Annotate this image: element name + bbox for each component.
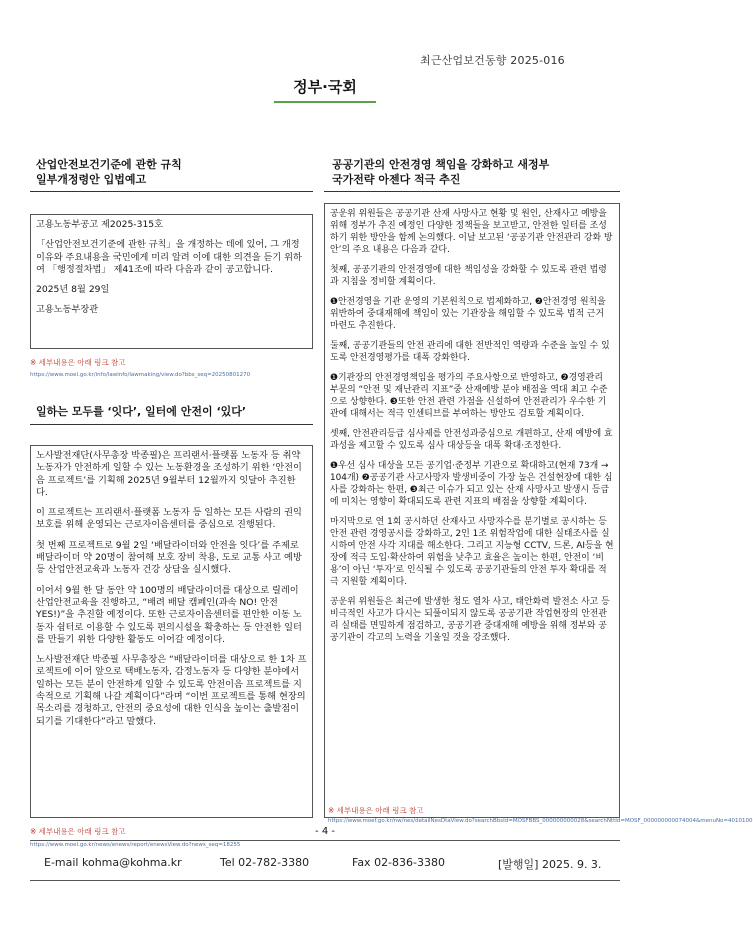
source-link[interactable]: https://www.moel.go.kr/news/enews/report/enewsView.do?news_seq=18255	[30, 842, 241, 848]
heading-rule	[324, 191, 620, 192]
paragraph: 셋째, 안전관리등급 심사제를 안전성과중심으로 개편하고, 산재 예방에 효과성을 제고할 수 있도록 심사 대상등을 대폭 확대·조정한다.	[330, 429, 613, 451]
paragraph: 마지막으로 연 1회 공시하던 산재사고 사망자수를 분기별로 공시하는 등 안전 관련 경영공시를 강화하고, 2인 1조 위험작업에 대한 실태조사를 실시하여 안전 사각 지대를 해소한다. 그리고 지능형 CCTV, 드론, AI등을 현장에 적극 도입·확산하여 위험을 낮추고 효율은 높이는 한편, 안전이 ‘비용’이 아닌 ‘투자’로 인식될 수 있도록 공공기관들의 안전 투자 확대를 적극 지원할 계획이다.	[330, 517, 614, 587]
source-link[interactable]: https://www.moel.go.kr/info/lawinfo/lawmaking/view.do?bbs_seq=20250801270	[30, 372, 251, 378]
article-title-safety-link: 일하는 모두를 ‘잇다’, 일터에 안전이 ‘있다’	[36, 405, 247, 418]
footer-fax: Fax 02-836-3380	[352, 856, 445, 869]
footer-email: E-mail kohma@kohma.kr	[44, 856, 182, 869]
article-title-line: 일부개정령안 입법예고	[36, 173, 147, 186]
paragraph: 첫 번째 프로젝트로 9월 2일 ‘배달라이더와 안전을 잇다’를 주제로 배달라이더 약 20명이 참여해 보호 장비 착용, 도로 교통 사고 예방 등 산업안전교육과 노동자 건강 상담을 실시했다.	[36, 539, 302, 576]
title-underline	[274, 101, 376, 103]
paragraph: ❶우선 심사 대상을 모든 공기업·준정부 기관으로 확대하고(현재 73개 → 104개) ❷공공기관 사고사망자 발생비중이 가장 높은 건설현장에 대한 심사를 강화하는 한편, ❸최근 이슈가 되고 있는 산재 사망사고 발생시 등급에 미치는 영향이 확대되도록 관련 지표의 배점을 상향할 계획이다.	[330, 461, 613, 507]
notice-body: 「산업안전보건기준에 관한 규칙」을 개정하는 데에 있어, 그 개정이유와 주요내용을 국민에게 미리 알려 이에 대한 의견을 듣기 위하여 「행정절차법」 제41조에 따라 다음과 같이 공고합니다.	[36, 239, 302, 275]
heading-rule	[30, 191, 313, 192]
document-number: 최근산업보건동향 2025-016	[420, 54, 565, 67]
footer-rule-bottom	[30, 880, 620, 881]
article-title-line: 산업안전보건기준에 관한 규칙	[36, 158, 182, 171]
page-number: - 4 -	[315, 826, 335, 837]
link-note: ※ 세부내용은 아래 링크 참고	[328, 806, 424, 815]
paragraph: ❶안전경영을 기관 운영의 기본원칙으로 법제화하고, ❷안전경영 원칙을 위반하여 중대재해에 책임이 있는 기관장을 해임할 수 있도록 법적 근거 마련도 추진한다.	[330, 297, 606, 331]
notice-number: 고용노동부공고 제2025-315호	[36, 219, 164, 230]
paragraph: ❶기관장의 안전경영책임을 평가의 주요사항으로 반영하고, ❷경영관리 부문의 “안전 및 재난관리 지표”중 산재예방 분야 배점을 역대 최고 수준으로 상향한다. ❸또한 안전 관련 가점을 신설하여 안전관리가 우수한 기관에 대해서는 적극 인센티브를 부여하는 방안도 검토할 계획이다.	[330, 373, 608, 419]
link-note: ※ 세부내용은 아래 링크 참고	[30, 827, 126, 836]
notice-issuer: 고용노동부장관	[36, 304, 99, 316]
paragraph: 첫째, 공공기관의 안전경영에 대한 책임성을 강화할 수 있도록 관련 법령과 지침을 정비할 계획이다.	[330, 265, 607, 287]
footer-rule-top	[30, 840, 620, 841]
article-box	[30, 445, 313, 818]
paragraph: 이 프로젝트는 프리랜서·플랫폼 노동자 등 일하는 모든 사람의 권익 보호를 위해 운영되는 근로자이음센터를 중심으로 진행된다.	[36, 507, 302, 531]
paragraph: 공운위 위원들은 공공기관 산재 사망사고 현황 및 원인, 산재사고 예방을 위해 정부가 추진 예정인 다양한 정책들을 보고받고, 안전한 일터를 조성하기 위한 방안을 함께 논의했다. 이날 보고된 ‘공공기관 안전관리 강화 방안’의 주요 내용은 다음과 같다.	[330, 209, 613, 255]
article-title-public-safety	[332, 157, 622, 187]
paragraph: 이어서 9월 한 달 동안 약 100명의 배달라이더를 대상으로 릴레이 산업안전교육을 진행하고, “배려 배달 캠페인(과속 NO! 안전 YES!)”을 추진할 예정이다. 또한 근로자이음센터를 편안한 이동 노동자 쉼터로 이용할 수 있도록 편의시설을 확충하는 등 안전한 일터를 만들기 위한 다양한 활동도 이어갈 예정이다.	[36, 584, 302, 645]
paragraph: 노사발전재단(사무총장 박종필)은 프리랜서·플랫폼 노동자 등 취약 노동자가 안전하게 일할 수 있는 노동환경을 조성하기 위한 ‘안전이음 프로젝트’를 기획해 2025년 9월부터 12월까지 잇달아 추진한다.	[36, 450, 302, 498]
link-note: ※ 세부내용은 아래 링크 참고	[30, 358, 126, 367]
article-title-line: 국가전략 아젠다 적극 추진	[332, 173, 461, 186]
article-title-regulation	[36, 157, 306, 187]
paragraph: 노사발전재단 박종필 사무총장은 “배달라이더를 대상으로 한 1차 프로젝트에 이어 앞으로 택배노동자, 감정노동자 등 다양한 분야에서 일하는 모든 분이 안전하게 일할 수 있도록 안전이음 프로젝트를 지속적으로 기획해 나갈 계획이다”라며 “이번 프로젝트를 통해 현장의 목소리를 경청하고, 안전의 중요성에 대한 인식을 높이는 출발점이 되기를 기대한다”라고 말했다.	[36, 654, 307, 727]
notice-date: 2025년 8월 29일	[36, 284, 110, 296]
paragraph: 둘째, 공공기관들의 안전 관리에 대한 전반적인 역량과 수준을 높일 수 있도록 안전경영평가를 대폭 강화한다.	[330, 341, 610, 363]
article-title-line: 공공기관의 안전경영 책임을 강화하고 새정부	[332, 158, 550, 171]
paragraph: 공운위 위원들은 최근에 발생한 청도 열차 사고, 태안화력 발전소 사고 등 비극적인 사고가 다시는 되풀이되지 않도록 공공기관 작업현장의 안전관리 실태를 면밀하게 점검하고, 공공기관 중대재해 예방을 위해 정부와 공공기관이 각고의 노력을 기울일 것을 강조했다.	[330, 597, 610, 643]
section-title: 정부·국회	[293, 78, 357, 96]
article-box	[324, 203, 620, 818]
footer-issue-date: [발행일] 2025. 9. 3.	[498, 858, 602, 871]
heading-rule	[30, 424, 313, 425]
footer-tel: Tel 02-782-3380	[220, 856, 310, 869]
source-link[interactable]: https://www.moef.go.kr/nw/nes/detailNesDtaView.do?searchBbsId=MOSFBBS_000000000028&searchNttId=MOSF_000000000074004&menuNo=4010100	[328, 818, 753, 824]
notice-box	[30, 214, 313, 349]
